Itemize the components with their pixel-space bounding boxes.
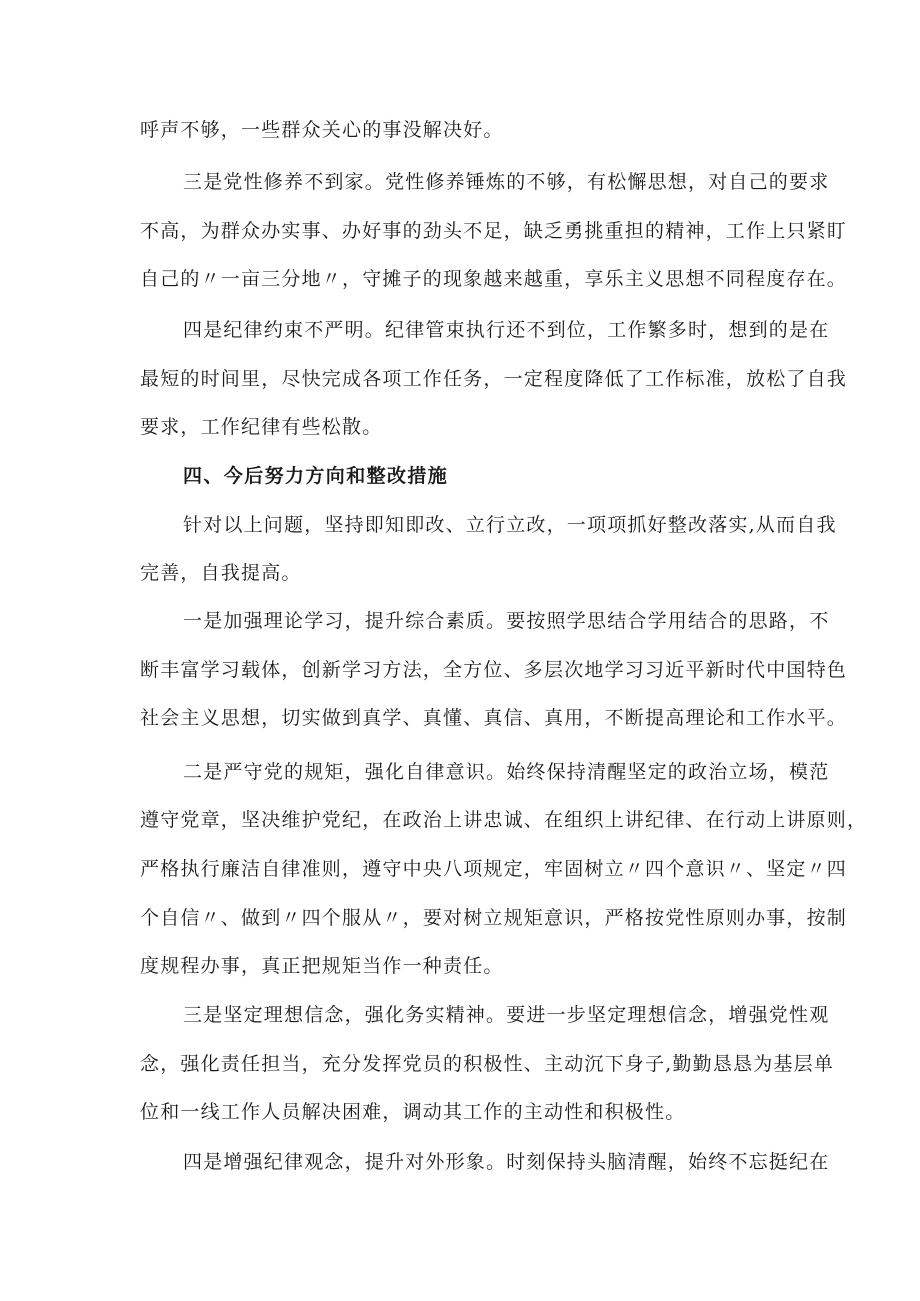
- text-line: 最短的时间里，尽快完成各项工作任务，一定程度降低了工作标准，放松了自我: [140, 368, 848, 390]
- text-line: 要求，工作纪律有些松散。: [140, 416, 383, 438]
- paragraph-start-line: 针对以上问题，坚持即知即改、立行立改，一项项抓好整改落实,从而自我: [183, 514, 837, 536]
- section-heading: 四、今后努力方向和整改措施: [183, 465, 449, 487]
- text-line: 度规程办事，真正把规矩当作一种责任。: [140, 955, 504, 977]
- paragraph-start-line: 一是加强理论学习，提升综合素质。要按照学思结合学用结合的思路，不: [183, 610, 830, 632]
- paragraph-start-line: 二是严守党的规矩，强化自律意识。始终保持清醒坚定的政治立场，模范: [183, 761, 830, 783]
- paragraph-start-line: 三是坚定理想信念，强化务实精神。要进一步坚定理想信念，增强党性观: [183, 1004, 830, 1026]
- text-line: 位和一线工作人员解决困难，调动其工作的主动性和积极性。: [140, 1101, 686, 1123]
- paragraph-start-line: 四是增强纪律观念，提升对外形象。时刻保持头脑清醒，始终不忘挺纪在: [183, 1151, 830, 1173]
- text-line: 自己的〃一亩三分地〃，守摊子的现象越来越重，享乐主义思想不同程度存在。: [140, 268, 848, 290]
- paragraph-start-line: 三是党性修养不到家。党性修养锤炼的不够，有松懈思想，对自己的要求: [183, 171, 830, 193]
- text-line: 个自信〃、做到〃四个服从〃，要对树立规矩意识，严格按党性原则办事，按制: [140, 907, 848, 929]
- text-line: 完善，自我提高。: [140, 562, 302, 584]
- text-line: 念，强化责任担当，充分发挥党员的积极性、主动沉下身子,勤勤恳恳为基层单: [140, 1053, 835, 1075]
- text-line: 不高，为群众办实事、办好事的劲头不足，缺乏勇挑重担的精神，工作上只紧盯: [140, 220, 848, 242]
- text-line: 呼声不够，一些群众关心的事没解决好。: [140, 119, 504, 141]
- text-line: 遵守党章，坚决维护党纪，在政治上讲忠诚、在组织上讲纪律、在行动上讲原则，: [140, 809, 868, 831]
- text-line: 断丰富学习载体，创新学习方法，全方位、多层次地学习习近平新时代中国特色: [140, 659, 848, 681]
- paragraph-start-line: 四是纪律约束不严明。纪律管束执行还不到位，工作繁多时，想到的是在: [183, 319, 830, 341]
- text-line: 严格执行廉洁自律准则，遵守中央八项规定，牢固树立〃四个意识〃、坚定〃四: [140, 858, 848, 880]
- text-line: 社会主义思想，切实做到真学、真懂、真信、真用，不断提高理论和工作水平。: [140, 707, 848, 729]
